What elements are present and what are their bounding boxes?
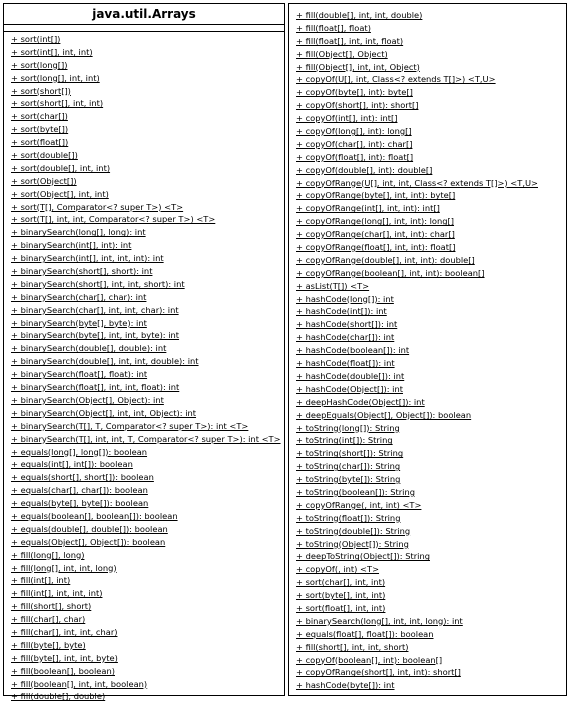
operation-item: + copyOf(char[], int): char[] (296, 138, 413, 149)
operation-item: + equals(double[], double[]): boolean (11, 523, 168, 534)
operation-item: + sort(char[]) (11, 111, 68, 122)
operation-item: + copyOf(long[], int): long[] (296, 126, 412, 137)
operation-item: + toString(long[]): String (296, 422, 400, 433)
operation-item: + sort(byte[], int, int) (296, 590, 386, 601)
operation-item: + fill(double[], double) (11, 691, 106, 702)
operation-item: + binarySearch(T[], int, int, T, Comparator<? super T>): int <T> (11, 433, 281, 444)
operation-item: + sort(byte[]) (11, 124, 69, 135)
operation-item: + hashCode(long[]): int (296, 293, 394, 304)
operation-item: + binarySearch(long[], long): int (11, 227, 146, 238)
operation-item: + sort(int[]) (11, 34, 61, 44)
operation-item: + hashCode(float[]): int (296, 358, 395, 369)
operation-item: + fill(double[], int, int, double) (296, 10, 423, 20)
operation-item: + hashCode(char[]): int (296, 332, 395, 343)
operation-item: + copyOfRange(float[], int, int): float[] (296, 242, 456, 253)
operation-item: + equals(Object[], Object[]): boolean (11, 536, 166, 547)
operation-item: + equals(boolean[], boolean[]): boolean (11, 510, 178, 521)
operation-item: + fill(float[], float) (296, 22, 371, 33)
operation-item: + hashCode(short[]): int (296, 319, 398, 330)
operation-item: + copyOf(short[], int): short[] (296, 100, 419, 111)
operation-item: + hashCode(Object[]): int (296, 383, 403, 394)
operation-item: + fill(short[], short) (11, 601, 92, 612)
operations-list-right (289, 4, 566, 692)
operation-item: + copyOfRange(double[], int, int): double[] (296, 254, 475, 265)
operation-item: + toString(int[]): String (296, 435, 393, 446)
operation-item: + toString(Object[]): String (296, 538, 409, 549)
operation-item: + copyOf(U[], int, Class<? extends T[]>) <T,U> (296, 74, 496, 85)
operation-item: + copyOf(double[], int): double[] (296, 164, 433, 175)
operation-item: + sort(double[]) (11, 150, 78, 161)
operation-item: + asList(T[]) <T> (296, 280, 370, 291)
operation-item: + fill(float[], int, int, float) (296, 35, 404, 46)
operation-item: + equals(short[], short[]): boolean (11, 472, 154, 483)
operation-item: + deepEquals(Object[], Object[]): boolean (296, 409, 472, 420)
operation-item: + toString(char[]): String (296, 461, 401, 472)
operation-item: + fill(char[], char) (11, 614, 86, 625)
operation-item: + binarySearch(T[], T, Comparator<? super T>): int <T> (11, 420, 249, 431)
operation-item: + fill(int[], int, int, int) (11, 588, 103, 599)
operation-item: + fill(byte[], byte) (11, 639, 86, 650)
operation-item: + copyOfRange(int[], int, int): int[] (296, 203, 440, 214)
operation-item: + binarySearch(short[], int, int, short): int (11, 278, 185, 289)
operation-item: + sort(float[], int, int) (296, 602, 386, 613)
operation-item: + toString(double[]): String (296, 525, 411, 536)
operation-item: + sort(long[], int, int) (11, 72, 100, 83)
operation-item: + binarySearch(int[], int): int (11, 240, 132, 251)
operation-item: + copyOfRange(long[], int, int): long[] (296, 216, 455, 227)
operation-item: + binarySearch(int[], int, int, int): int (11, 253, 164, 264)
operation-item: + sort(T[], Comparator<? super T>) <T> (11, 201, 184, 212)
attributes-compartment (4, 25, 284, 32)
operation-item: + binarySearch(float[], float): int (11, 369, 148, 380)
operation-item: + toString(float[]): String (296, 512, 401, 523)
operations-list-left (4, 32, 284, 703)
operation-item: + fill(short[], int, int, short) (296, 641, 409, 652)
operation-item: + sort(char[], int, int) (296, 577, 386, 588)
operation-item: + binarySearch(long[], int, int, long): int (296, 615, 463, 626)
operation-item: + deepToString(Object[]): String (296, 551, 430, 562)
operation-item: + fill(char[], int, int, char) (11, 626, 118, 637)
operation-item: + fill(boolean[], int, int, boolean) (11, 678, 148, 689)
operation-item: + binarySearch(char[], int, int, char): int (11, 304, 179, 315)
operation-item: + binarySearch(double[], int, int, double): int (11, 356, 199, 367)
operation-item: + equals(byte[], byte[]): boolean (11, 498, 149, 509)
operation-item: + hashCode(int[]): int (296, 306, 387, 317)
operation-item: + copyOf(float[], int): float[] (296, 151, 414, 162)
operation-item: + fill(long[], long) (11, 549, 85, 560)
operation-item: + sort(short[]) (11, 85, 71, 96)
operation-item: + sort(Object[], int, int) (11, 188, 109, 199)
operation-item: + equals(float[], float[]): boolean (296, 628, 434, 639)
operation-item: + binarySearch(double[], double): int (11, 343, 167, 354)
operation-item: + copyOfRange(char[], int, int): char[] (296, 229, 455, 240)
operation-item: + fill(Object[], Object) (296, 48, 388, 59)
operation-item: + binarySearch(byte[], int, int, byte): int (11, 330, 180, 341)
operation-item: + copyOfRange(, int, int) <T> (296, 499, 422, 510)
operation-item: + copyOfRange(boolean[], int, int): boolean[] (296, 267, 485, 278)
operation-item: + copyOfRange(U[], int, int, Class<? extends T[]>) <T,U> (296, 177, 538, 188)
operation-item: + sort(short[], int, int) (11, 98, 104, 109)
operation-item: + sort(float[]) (11, 137, 69, 148)
class-box-continued (288, 3, 567, 696)
operation-item: + copyOfRange(byte[], int, int): byte[] (296, 190, 456, 201)
operation-item: + binarySearch(float[], int, int, float): int (11, 382, 180, 393)
operation-item: + hashCode(byte[]): int (296, 680, 395, 691)
operation-item: + equals(char[], char[]): boolean (11, 485, 148, 496)
operation-item: + sort(double[], int, int) (11, 162, 111, 173)
operation-item: + hashCode(double[]): int (296, 370, 405, 381)
operation-item: + toString(short[]): String (296, 448, 404, 459)
operation-item: + binarySearch(byte[], byte): int (11, 317, 147, 328)
operation-item: + deepHashCode(Object[]): int (296, 396, 425, 407)
operation-item: + sort(int[], int, int) (11, 46, 93, 57)
operation-item: + fill(int[], int) (11, 575, 71, 586)
operation-item: + sort(T[], int, int, Comparator<? super T>) <T> (11, 214, 216, 225)
operation-item: + equals(int[], int[]): boolean (11, 459, 133, 470)
operation-item: + binarySearch(char[], char): int (11, 291, 147, 302)
operation-item: + copyOf(int[], int): int[] (296, 113, 398, 124)
operation-item: + copyOf(, int) <T> (296, 564, 380, 575)
operation-item: + copyOf(byte[], int): byte[] (296, 87, 413, 98)
operation-item: + sort(long[]) (11, 59, 68, 70)
class-name: java.util.Arrays (4, 4, 284, 25)
operation-item: + binarySearch(Object[], Object): int (11, 394, 164, 405)
operation-item: + sort(Object[]) (11, 175, 77, 186)
operation-item: + fill(long[], int, int, long) (11, 562, 117, 573)
operation-item: + toString(byte[]): String (296, 474, 401, 485)
operation-item: + equals(long[], long[]): boolean (11, 446, 148, 457)
operation-item: + fill(byte[], int, int, byte) (11, 652, 118, 663)
operation-item: + copyOf(boolean[], int): boolean[] (296, 654, 443, 665)
operation-item: + binarySearch(short[], short): int (11, 266, 153, 277)
operation-item: + toString(boolean[]): String (296, 486, 415, 497)
operation-item: + fill(boolean[], boolean) (11, 665, 115, 676)
class-box-main (3, 3, 285, 702)
operation-item: + hashCode(boolean[]): int (296, 345, 410, 356)
operation-item: + fill(Object[], int, int, Object) (296, 61, 420, 72)
operation-item: + copyOfRange(short[], int, int): short[] (296, 667, 461, 678)
operation-item: + binarySearch(Object[], int, int, Object): int (11, 407, 197, 418)
